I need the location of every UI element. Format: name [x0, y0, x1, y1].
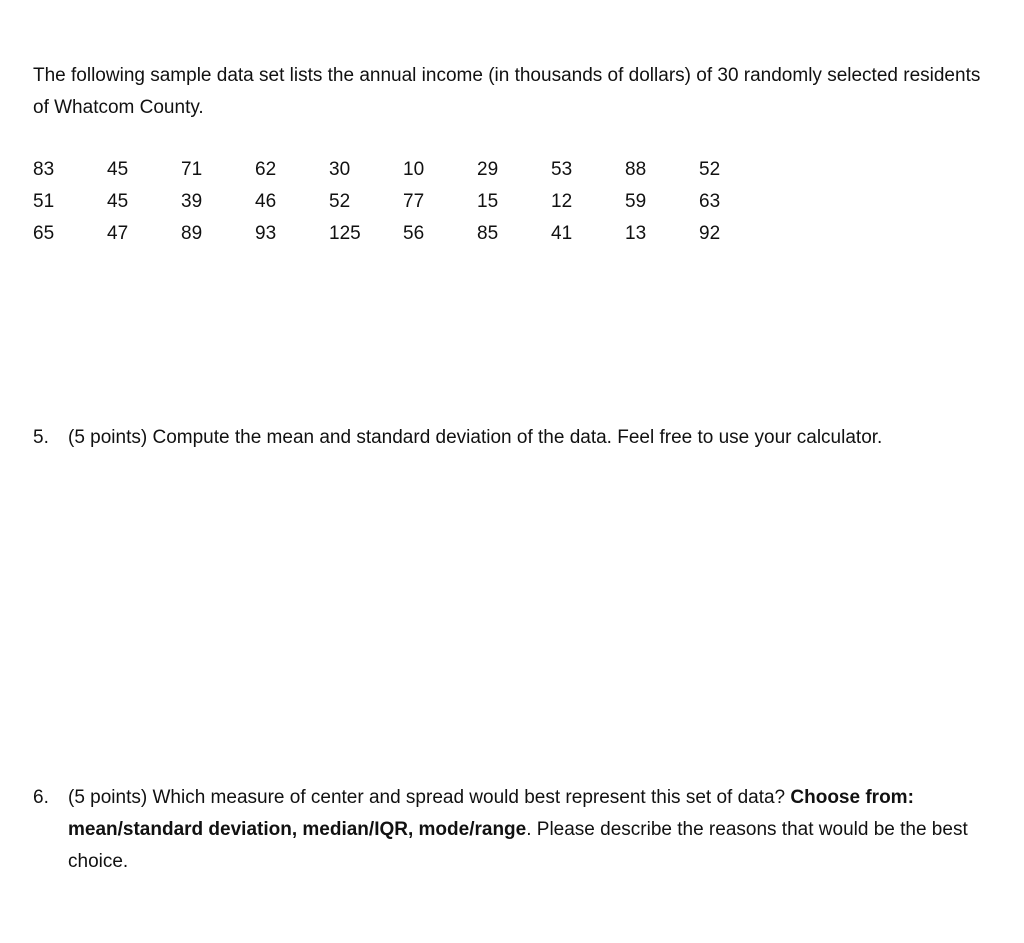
data-cell: 65 — [33, 223, 55, 244]
data-cell: 52 — [329, 191, 351, 212]
data-row — [33, 186, 759, 218]
question-6 — [33, 782, 973, 878]
data-cell: 15 — [477, 191, 499, 212]
data-cell: 93 — [255, 223, 277, 244]
data-cell: 10 — [403, 159, 425, 180]
data-row — [33, 218, 759, 250]
question-5 — [33, 422, 973, 454]
data-cell: 47 — [107, 223, 129, 244]
question-text-choices: Choose from: mean/standard deviation, median/IQR, mode/range — [68, 787, 914, 840]
data-cell: 45 — [107, 191, 129, 212]
data-cell: 77 — [403, 191, 425, 212]
data-cell: 62 — [255, 159, 277, 180]
data-cell: 125 — [329, 223, 361, 244]
question-text — [68, 782, 973, 878]
data-cell: 13 — [625, 223, 647, 244]
intro-paragraph: The following sample data set lists the annual income (in thousands of dollars) of 30 randomly selected residents of Whatcom County. — [33, 65, 981, 118]
data-cell: 92 — [699, 223, 721, 244]
data-cell: 89 — [181, 223, 203, 244]
data-cell: 88 — [625, 159, 647, 180]
data-cell: 41 — [551, 223, 573, 244]
question-number: 5. — [33, 427, 49, 448]
data-cell: 85 — [477, 223, 499, 244]
question-text-instruction: . Please describe the reasons that would be the best choice. — [68, 819, 968, 872]
data-cell: 30 — [329, 159, 351, 180]
data-cell: 63 — [699, 191, 721, 212]
data-cell: 71 — [181, 159, 203, 180]
data-cell: 51 — [33, 191, 55, 212]
data-cell: 53 — [551, 159, 573, 180]
data-cell: 59 — [625, 191, 647, 212]
data-cell: 56 — [403, 223, 425, 244]
data-row — [33, 154, 759, 186]
question-text-intro: (5 points) Which measure of center and spread would best represent this set of data? — [68, 787, 791, 808]
data-cell: 83 — [33, 159, 55, 180]
income-data-table — [33, 154, 759, 250]
data-cell: 12 — [551, 191, 573, 212]
data-cell: 46 — [255, 191, 277, 212]
data-cell: 29 — [477, 159, 499, 180]
data-cell: 39 — [181, 191, 203, 212]
question-number: 6. — [33, 787, 49, 808]
data-cell: 52 — [699, 159, 721, 180]
data-cell: 45 — [107, 159, 129, 180]
question-text: (5 points) Compute the mean and standard deviation of the data. Feel free to use your calculator. — [68, 427, 883, 448]
